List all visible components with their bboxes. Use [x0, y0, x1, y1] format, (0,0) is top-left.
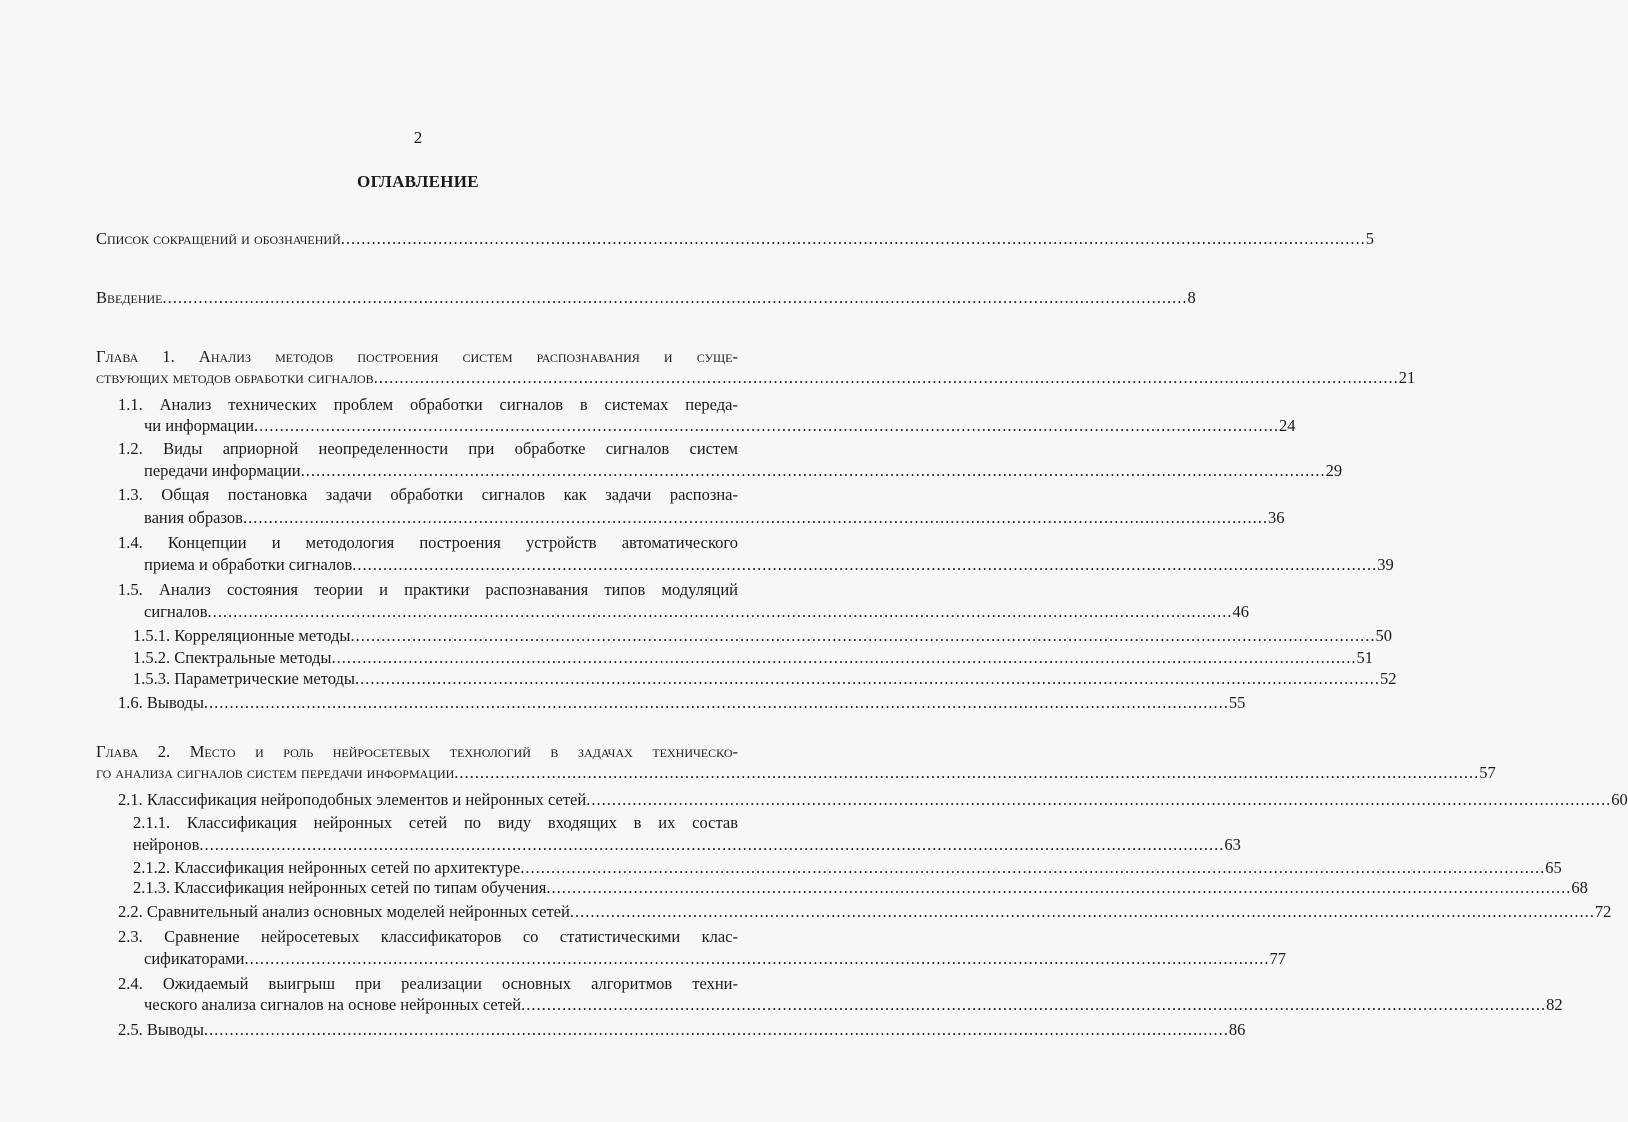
- toc-entry-title: 2.2. Сравнительный анализ основных моделей нейронных сетей: [118, 902, 570, 921]
- toc-entry: [144, 949, 1286, 969]
- toc-entry-line: Глава 1. Анализ методов построения систем распознавания и суще-: [96, 347, 738, 366]
- toc-entry-title: нейронов: [133, 835, 200, 854]
- toc-heading: ОГЛАВЛЕНИЕ: [357, 172, 479, 191]
- toc-page-number: 57: [1479, 763, 1496, 782]
- toc-entry: [118, 790, 1628, 810]
- toc-page-number: 65: [1545, 858, 1562, 877]
- toc-entry-title: приема и обработки сигналов: [144, 555, 353, 574]
- toc-entry: [96, 229, 1375, 249]
- toc-entry: [144, 995, 1563, 1015]
- toc-entry-title: 2.1.3. Классификация нейронных сетей по типам обучения: [133, 878, 547, 897]
- toc-entry-line: 1.4. Концепции и методология построения устройств автоматического: [118, 533, 738, 552]
- toc-entry: [96, 288, 1196, 308]
- dot-leader: ........................................................................................................................................................................................................: [350, 626, 1376, 645]
- dot-leader: ........................................................................................................................................................................................................: [454, 763, 1480, 782]
- toc-entry: [144, 416, 1296, 436]
- toc-page-number: 51: [1356, 648, 1373, 667]
- toc-entry-title: 2.5. Выводы: [118, 1020, 204, 1039]
- dot-leader: ........................................................................................................................................................................................................: [203, 1020, 1229, 1039]
- toc-page-number: 29: [1325, 461, 1343, 480]
- dot-leader: ........................................................................................................................................................................................................: [521, 995, 1547, 1014]
- toc-page-number: 86: [1228, 1020, 1246, 1039]
- toc-entry-title: сификаторами: [144, 949, 245, 968]
- toc-page-number: 21: [1398, 368, 1416, 387]
- toc-entry: [144, 555, 1394, 575]
- toc-entry: [96, 763, 1496, 783]
- toc-entry: [133, 835, 1241, 855]
- toc-entry: [118, 693, 1246, 713]
- dot-leader: ........................................................................................................................................................................................................: [352, 555, 1378, 574]
- toc-entry-title: 1.5.2. Спектральные методы: [133, 648, 332, 667]
- toc-page-number: 52: [1380, 669, 1397, 688]
- toc-entry-title: сигналов: [144, 602, 208, 621]
- toc-entry: [133, 626, 1392, 646]
- toc-entry-title: 2.1. Классификация нейроподобных элементов и нейронных сетей: [118, 790, 587, 809]
- toc-entry-line: 2.3. Сравнение нейросетевых классификаторов со статистическими клас-: [118, 927, 738, 946]
- toc-entry-title: ческого анализа сигналов на основе нейронных сетей: [144, 995, 522, 1014]
- toc-entry-title: передачи информации: [144, 461, 301, 480]
- toc-entry: [133, 878, 1588, 898]
- page-number: 2: [413, 128, 423, 147]
- toc-entry-line: 2.4. Ожидаемый выигрыш при реализации основных алгоритмов техни-: [118, 974, 738, 993]
- toc-entry-line: Глава 2. Место и роль нейросетевых технологий в задачах техническо-: [96, 742, 738, 761]
- toc-entry-title: чи информации: [144, 416, 254, 435]
- toc-page-number: 68: [1571, 878, 1588, 897]
- dot-leader: ........................................................................................................................................................................................................: [373, 368, 1399, 387]
- toc-entry-title: вания образов: [144, 508, 243, 527]
- toc-page-number: 77: [1269, 949, 1286, 968]
- dot-leader: ........................................................................................................................................................................................................: [331, 648, 1357, 667]
- toc-page-number: 5: [1365, 229, 1375, 248]
- dot-leader: ........................................................................................................................................................................................................: [586, 790, 1612, 809]
- toc-page-number: 24: [1279, 416, 1296, 435]
- dot-leader: ........................................................................................................................................................................................................: [520, 858, 1546, 877]
- toc-entry-title: 1.6. Выводы: [118, 693, 204, 712]
- toc-entry: [133, 648, 1373, 668]
- toc-entry-line: 1.3. Общая постановка задачи обработки сигналов как задачи распозна-: [118, 485, 738, 504]
- toc-entry-title: го анализа сигналов систем передачи информации: [96, 763, 455, 782]
- toc-page-number: 63: [1224, 835, 1241, 854]
- toc-page-number: 60: [1611, 790, 1628, 809]
- toc-entry: [144, 508, 1285, 528]
- toc-entry-line: 2.1.1. Классификация нейронных сетей по виду входящих в их состав: [133, 813, 738, 832]
- toc-entry-line: 1.1. Анализ технических проблем обработки сигналов в системах переда-: [118, 395, 738, 414]
- toc-entry: [118, 902, 1612, 922]
- dot-leader: ........................................................................................................................................................................................................: [340, 229, 1366, 248]
- dot-leader: ........................................................................................................................................................................................................: [199, 835, 1225, 854]
- dot-leader: ........................................................................................................................................................................................................: [207, 602, 1233, 621]
- toc-entry-title: Список сокращений и обозначений: [96, 229, 341, 248]
- dot-leader: ........................................................................................................................................................................................................: [242, 508, 1268, 527]
- toc-page-number: 46: [1232, 602, 1249, 621]
- toc-entry-line: 1.2. Виды априорной неопределенности при обработке сигналов систем: [118, 439, 738, 458]
- dot-leader: ........................................................................................................................................................................................................: [244, 949, 1270, 968]
- dot-leader: ........................................................................................................................................................................................................: [203, 693, 1229, 712]
- toc-page-number: 72: [1594, 902, 1612, 921]
- toc-page-number: 82: [1546, 995, 1563, 1014]
- toc-entry-title: 1.5.3. Параметрические методы: [133, 669, 355, 688]
- toc-page-number: 36: [1267, 508, 1285, 527]
- toc-entry-line: 1.5. Анализ состояния теории и практики распознавания типов модуляций: [118, 580, 738, 599]
- toc-entry: [133, 858, 1562, 878]
- toc-entry-title: ствующих методов обработки сигналов: [96, 368, 374, 387]
- dot-leader: ........................................................................................................................................................................................................: [300, 461, 1326, 480]
- toc-page-number: 55: [1228, 693, 1246, 712]
- toc-page-number: 8: [1187, 288, 1196, 307]
- toc-entry-title: Введение: [96, 288, 163, 307]
- toc-entry: [133, 669, 1397, 689]
- dot-leader: ........................................................................................................................................................................................................: [569, 902, 1595, 921]
- toc-entry: [144, 461, 1343, 481]
- toc-page-number: 50: [1375, 626, 1392, 645]
- toc-page-number: 39: [1377, 555, 1394, 574]
- dot-leader: ........................................................................................................................................................................................................: [355, 669, 1380, 688]
- toc-entry: [118, 1020, 1246, 1040]
- toc-entry: [144, 602, 1249, 622]
- toc-entry-title: 1.5.1. Корреляционные методы: [133, 626, 351, 645]
- dot-leader: ........................................................................................................................................................................................................: [546, 878, 1572, 897]
- dot-leader: ........................................................................................................................................................................................................: [254, 416, 1279, 435]
- toc-entry: [96, 368, 1416, 388]
- toc-entry-title: 2.1.2. Классификация нейронных сетей по архитектуре: [133, 858, 521, 877]
- dot-leader: ........................................................................................................................................................................................................: [162, 288, 1188, 307]
